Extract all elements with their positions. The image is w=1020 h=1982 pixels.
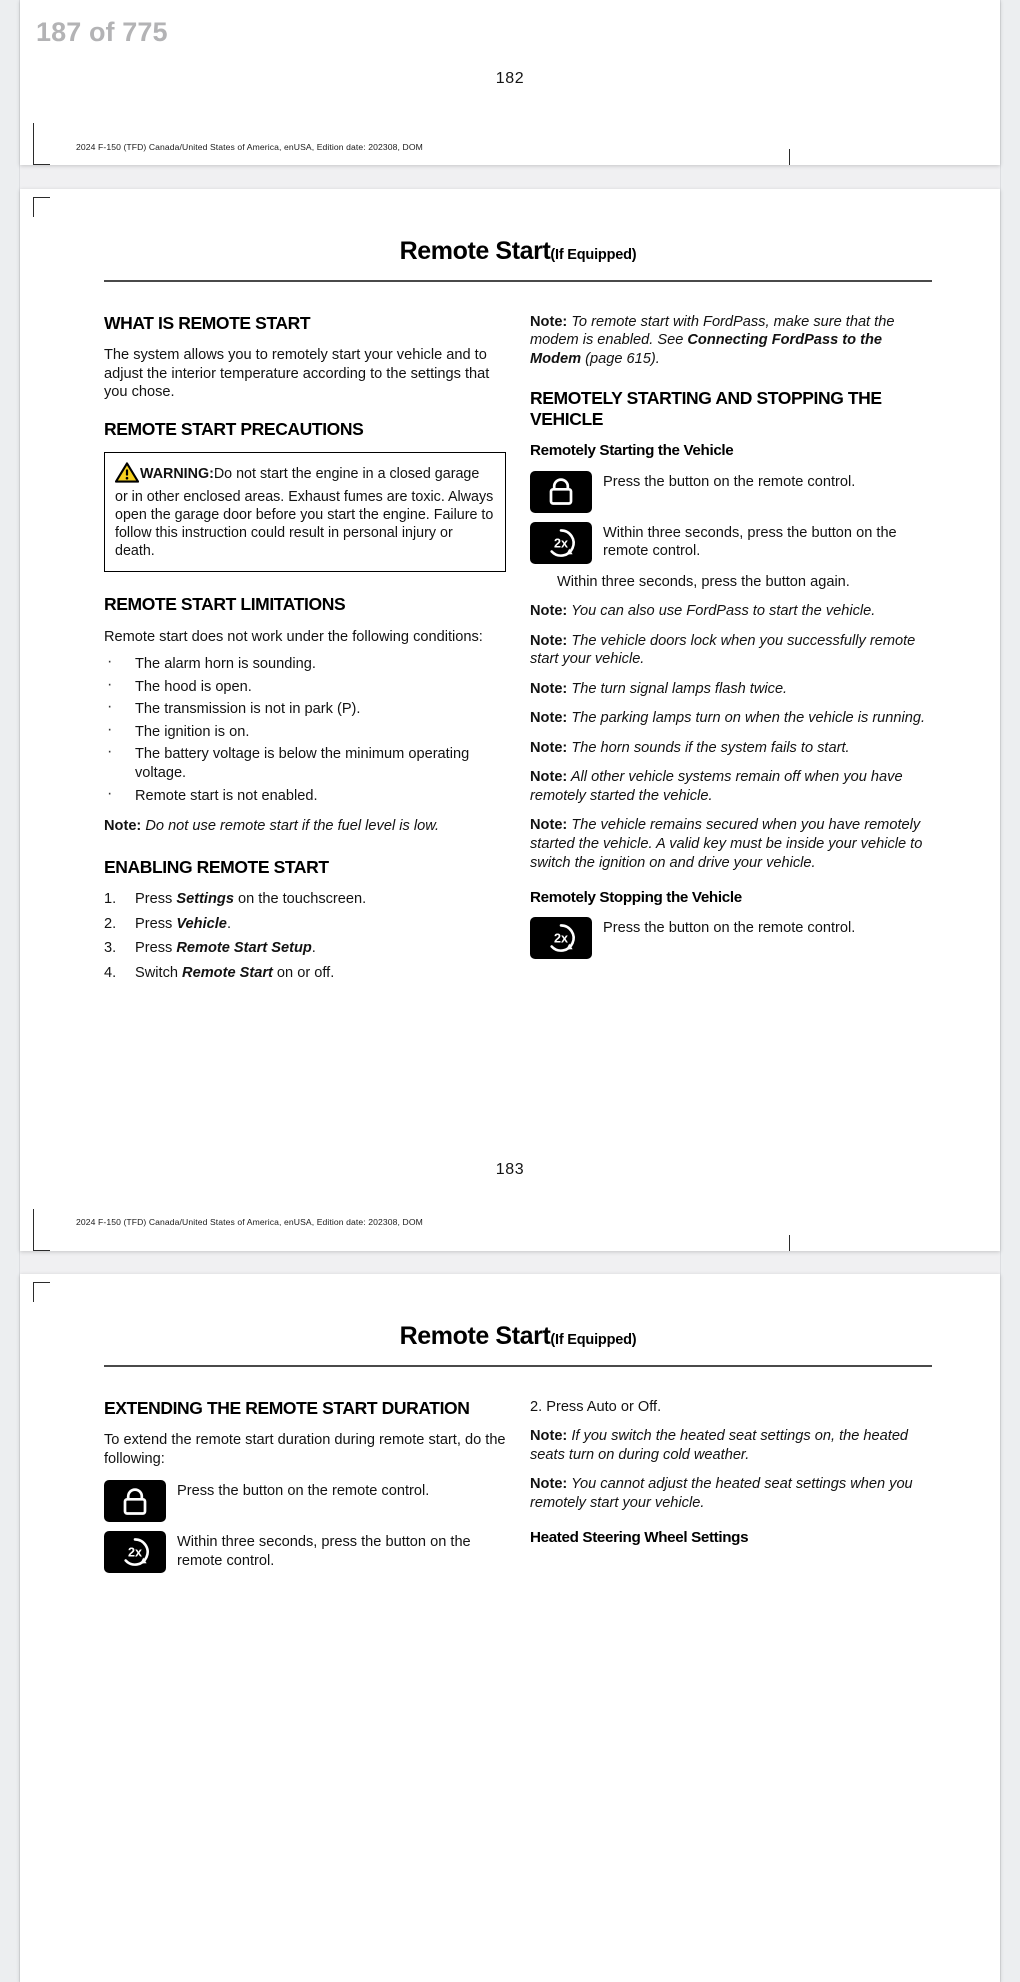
warning-text: Do not start the engine in a closed garage or in other enclosed areas. Exhaust fumes are toxic. Always open the garage door before you start the engine. Failure to follow this instruction could result in personal injury or death. [115,466,494,560]
step-post: . [226,915,231,932]
right-column [530,1398,932,1558]
step-pre: Press [135,940,177,957]
svg-text:2x: 2x [127,1545,143,1560]
heading-remote-start-limitations: REMOTE START LIMITATIONS [104,594,346,615]
crop-mark-bottom-right [789,1235,790,1251]
list-item [104,939,506,958]
note-item [530,739,932,758]
heading-remotely-stopping-the-vehicle: Remotely Stopping the Vehicle [530,889,742,907]
note-text: All other vehicle systems remain off when you have remotely started the vehicle. [530,769,903,804]
pdf-footer: 2024 F-150 (TFD) Canada/United States of America, enUSA, Edition date: 202308, DOM [76,142,423,152]
lock-icon [104,1480,166,1522]
step-pre: Press [135,915,177,932]
list-item: · The transmission is not in park (P). [104,700,506,719]
chapter-title: Remote Start [399,1322,551,1350]
step-bold: Settings [176,891,234,908]
note-item [530,709,932,728]
crop-mark-top-left [33,1282,50,1302]
pdf-page-next[interactable] [20,1274,1000,1982]
two-times-remote-icon [104,1531,166,1573]
note-text-b: (page 615). [581,350,660,367]
note-text: You cannot adjust the heated seat settings when you remotely start your vehicle. [530,1476,913,1511]
warning-box [104,452,506,572]
chapter-header [76,189,960,282]
two-column-layout [76,282,960,989]
note-label: Note: [530,680,568,697]
two-times-remote-icon [530,917,592,959]
step-bold: Vehicle [176,915,227,932]
step-bold: Remote Start [182,964,273,981]
note-label: Note: [530,817,568,834]
svg-text:2x: 2x [553,536,569,551]
cross-reference-link[interactable]: Connecting FordPass to the Modem [530,332,882,367]
list-item: · The alarm horn is sounding. [104,655,506,674]
step-pre: Press [135,891,177,908]
crop-mark-bottom-left [33,123,50,165]
note-text: The turn signal lamps flash twice. [571,680,788,697]
note-text: You can also use FordPass to start the vehicle. [571,603,876,620]
pdf-footer: 2024 F-150 (TFD) Canada/United States of America, enUSA, Edition date: 202308, DOM [76,1217,423,1227]
pdf-page-main[interactable] [20,189,1000,1251]
note-item [530,768,932,805]
note-label: Note: [530,1476,568,1493]
list-item [104,890,506,909]
instruction-text: Press the button on the remote control. [603,920,856,937]
warning-label: WARNING: [140,466,214,483]
instruction-row-stop [530,917,932,959]
note-text: If you switch the heated seat settings on, the heated seats turn on during cold weather. [530,1428,909,1463]
list-item [104,915,506,934]
instruction-text: Press the button on the remote control. [177,1483,430,1500]
folio-number: 183 [495,1161,525,1178]
chapter-header [76,1274,960,1367]
note-item [530,632,932,669]
heading-enabling-remote-start: ENABLING REMOTE START [104,856,329,877]
step-pre: Switch [135,964,183,981]
note-label: Note: [530,769,568,786]
left-column [104,1398,506,1583]
instruction-row-lock [530,471,932,513]
note-text-a: To remote start with FordPass, make sure that the modem is enabled. See [530,313,895,349]
chapter-subtitle: (If Equipped) [550,247,637,263]
viewer-left-gutter [0,0,20,1982]
instruction-text: Within three seconds, press the button on the remote control. [177,1534,471,1569]
left-column [104,313,506,989]
note-label: Note: [530,739,568,756]
note-text: The vehicle remains secured when you have remotely started the vehicle. A valid key must be inside your vehicle to switch the ignition on and drive your vehicle. [530,817,923,871]
chapter-subtitle: (If Equipped) [550,1332,637,1348]
right-column [530,313,932,969]
heading-what-is-remote-start: WHAT IS REMOTE START [104,312,311,333]
note-text: The vehicle doors lock when you successfully remote start your vehicle. [530,632,916,668]
paragraph-what-is-remote-start: The system allows you to remotely start your vehicle and to adjust the interior temperature according to the settings that you chose. [104,347,490,401]
limitations-list [104,655,506,805]
list-item: · Remote start is not enabled. [104,787,506,806]
heading-remotely-starting-and-stopping: REMOTELY STARTING AND STOPPING THE VEHICLE [530,388,882,429]
heading-heated-steering-wheel-settings: Heated Steering Wheel Settings [530,1529,749,1547]
step-post: . [311,940,316,957]
note-label: Note: [104,818,142,835]
two-column-layout [76,1367,960,1583]
paragraph-limitations-intro: Remote start does not work under the following conditions: [104,628,483,645]
heading-extending-the-remote-start-duration: EXTENDING THE REMOTE START DURATION [104,1397,470,1418]
crop-mark-top-left [33,197,50,217]
lock-icon [530,471,592,513]
note-item [530,816,932,872]
page-counter: 187 of 775 [36,17,168,47]
note-item [530,602,932,621]
instruction-row-lock [104,1480,506,1522]
svg-text:2x: 2x [553,931,569,946]
heading-remote-start-precautions: REMOTE START PRECAUTIONS [104,418,364,439]
step-bold: Remote Start Setup [176,940,312,957]
chapter-title: Remote Start [399,237,551,265]
page-content [76,1274,960,1582]
heading-remotely-starting-the-vehicle: Remotely Starting the Vehicle [530,442,734,460]
note-text: The parking lamps turn on when the vehicle is running. [571,710,926,727]
note-text: Do not use remote start if the fuel level is low. [145,818,439,835]
list-item: · The hood is open. [104,678,506,697]
note-heated-seat-on [530,1427,932,1464]
note-label: Note: [530,632,568,649]
folio-number: 182 [495,70,525,87]
note-label: Note: [530,603,568,620]
instruction-text: Press the button on the remote control. [603,473,856,490]
step-post: on or off. [272,964,335,981]
list-item [104,964,506,983]
note-text: The horn sounds if the system fails to start. [571,739,850,756]
instruction-row-two-times [530,522,932,564]
enabling-steps-list [104,890,506,982]
note-label: Note: [530,710,568,727]
crop-mark-bottom-left [33,1209,50,1251]
note-label: Note: [530,1428,568,1445]
crop-mark-bottom-right [789,149,790,165]
note-fuel-level [104,817,506,836]
instruction-row-two-times [104,1531,506,1573]
viewer-right-gutter [1000,0,1020,1982]
step-item: 2. Press Auto or Off. [530,1398,662,1415]
list-item: · The ignition is on. [104,723,506,742]
instruction-continuation-text: Within three seconds, press the button again. [557,573,850,590]
step-post: on the touchscreen. [233,891,367,908]
two-times-remote-icon [530,522,592,564]
note-item [530,680,932,699]
instruction-text: Within three seconds, press the button on the remote control. [603,524,897,560]
note-label: Note: [530,313,568,330]
list-item: · The battery voltage is below the minimum operating voltage. [104,745,506,782]
warning-triangle-icon [115,462,139,489]
page-content [76,189,960,988]
note-fordpass-modem [530,313,932,369]
paragraph-extending-intro: To extend the remote start duration during remote start, do the following: [104,1432,506,1467]
note-heated-seat-adjust [530,1475,932,1512]
